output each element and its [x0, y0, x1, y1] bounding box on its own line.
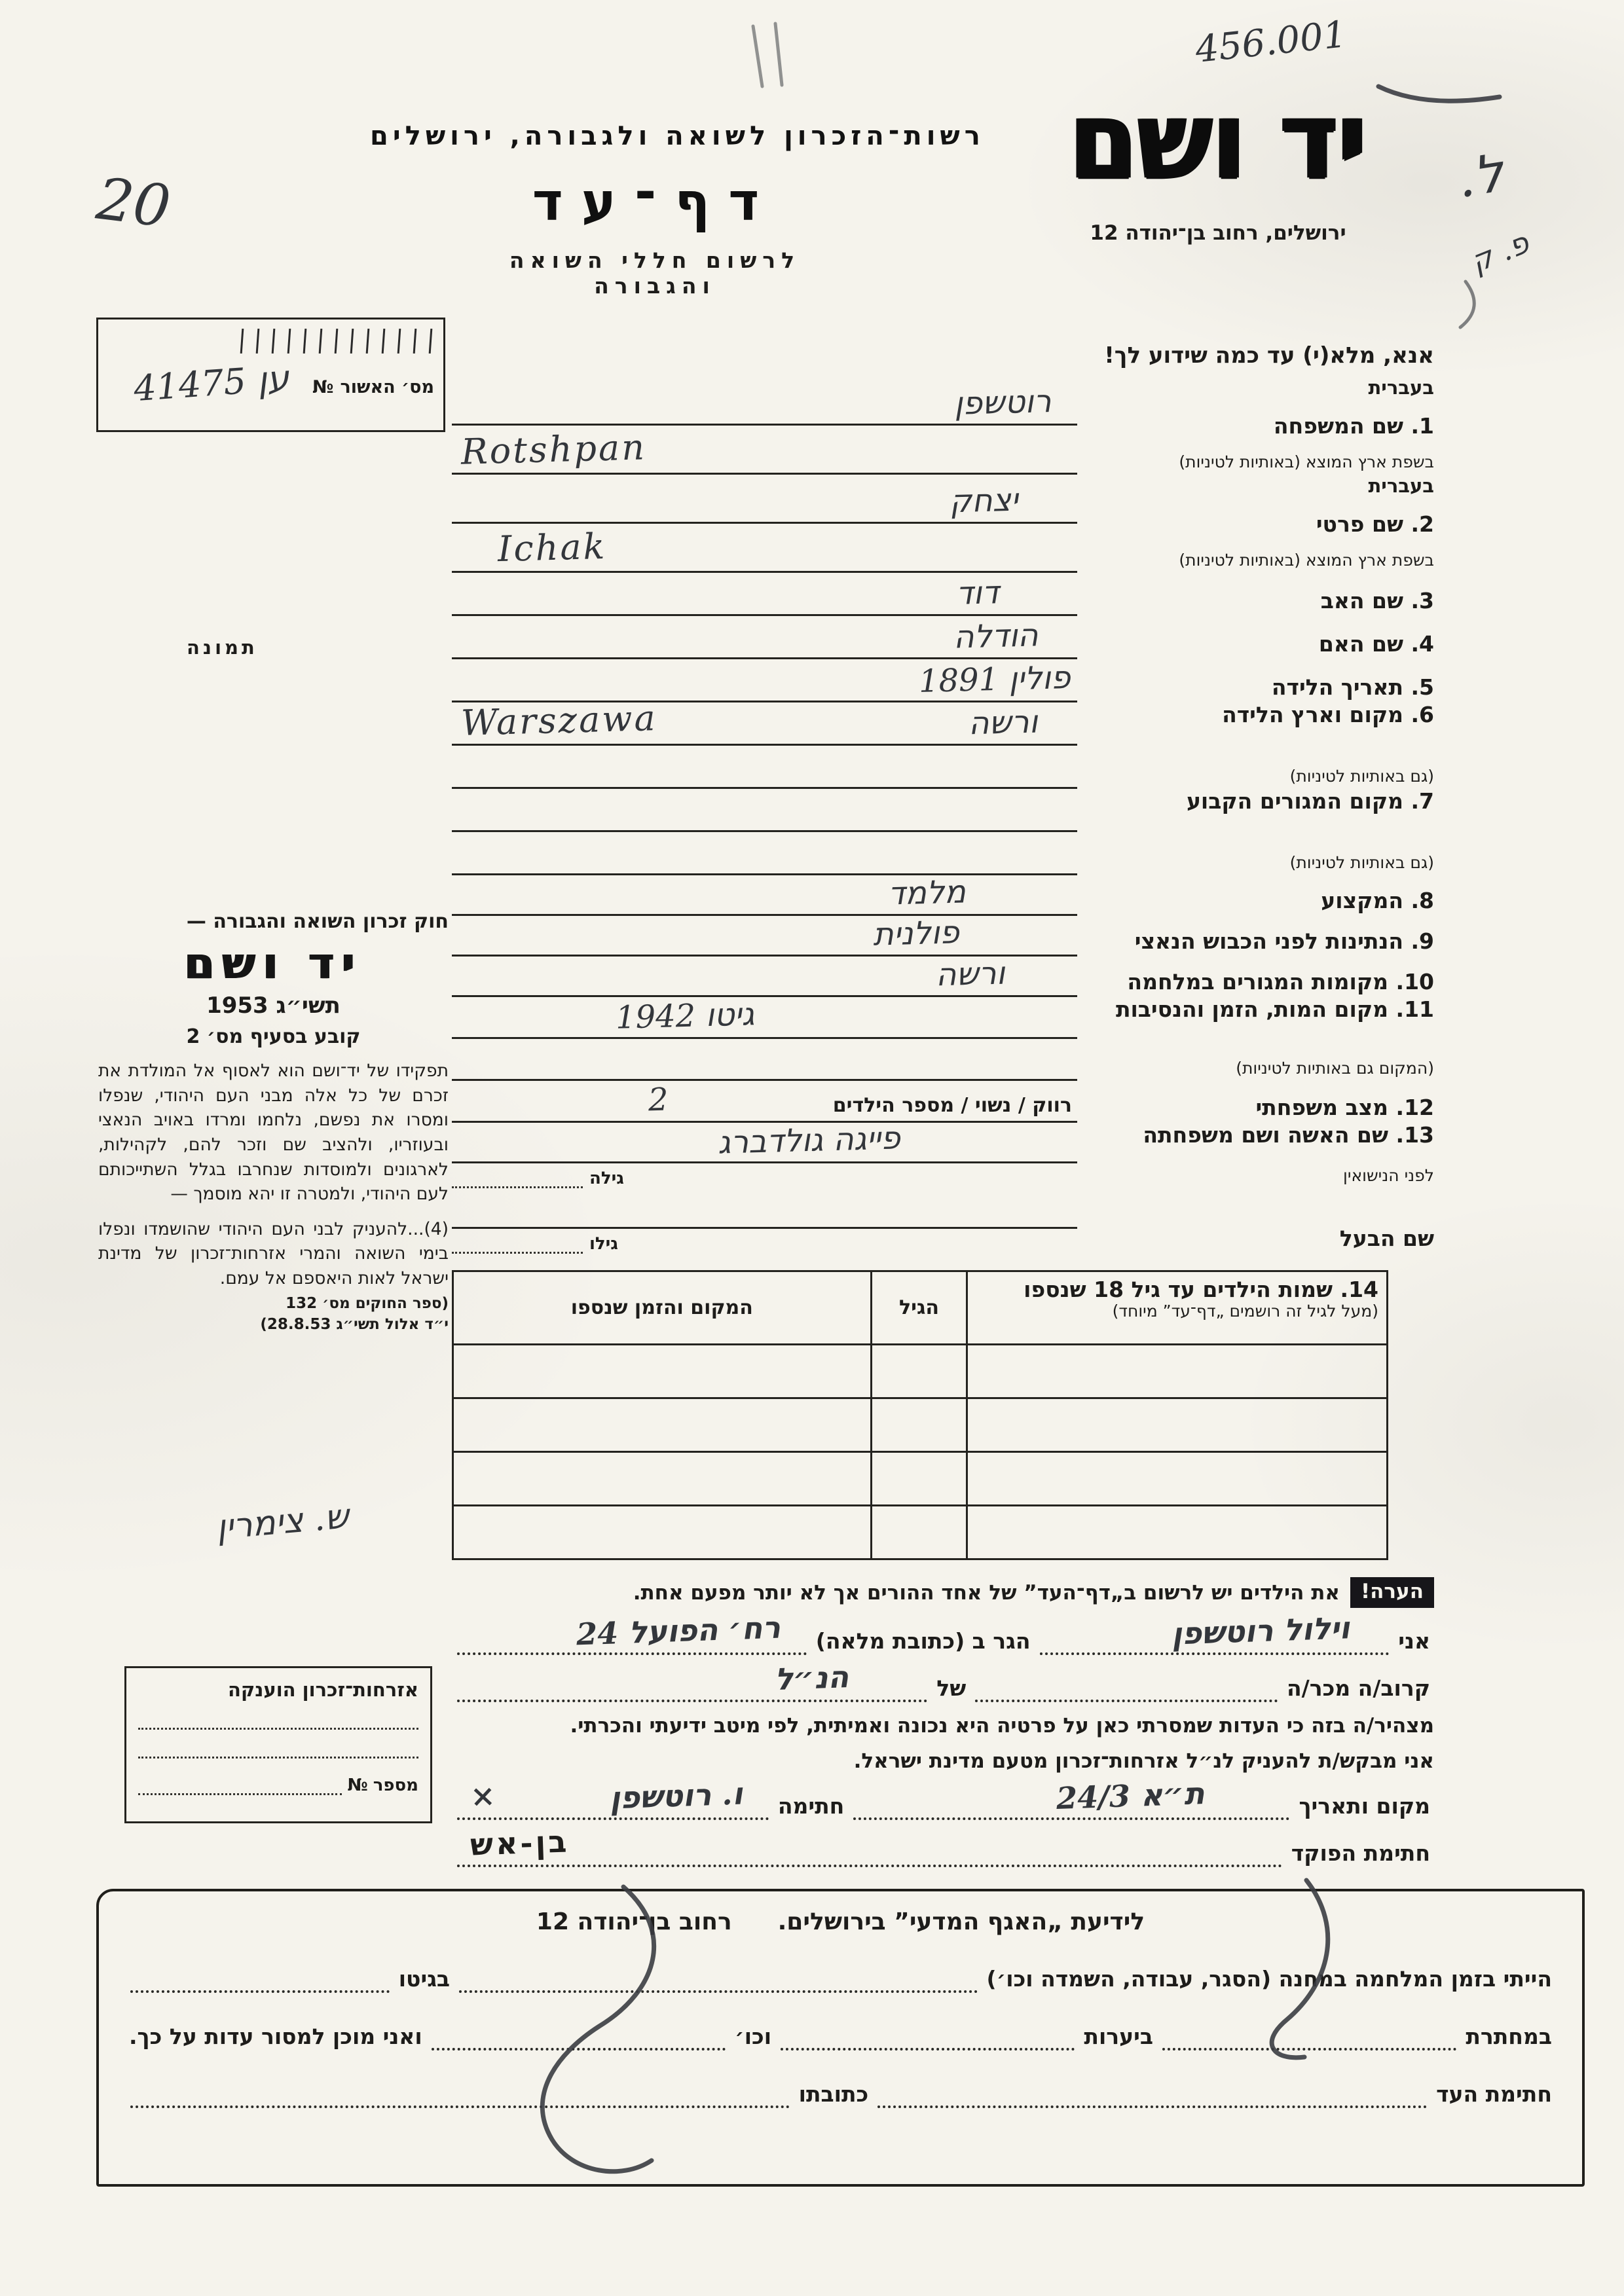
handwritten-value: דוד: [955, 574, 999, 612]
field-label: 10. מקומות המגורים במלחמה: [1127, 969, 1434, 995]
law-reference: (ספר החוקים מס׳ 132: [286, 1294, 449, 1312]
witness-signature-line: [877, 2078, 1427, 2108]
clerk-stamp: בן-אש: [470, 1823, 570, 1863]
field-label: 9. הנתינות לפני הכבוש הנאצי: [1134, 928, 1434, 955]
field-label: 6. מקום וארץ הלידה: [1222, 702, 1434, 727]
handwritten-value: 2: [648, 1081, 669, 1119]
law-reference: י״ד אלול תשי״ג 28.8.53): [260, 1315, 449, 1333]
law-year: תשי״ג 1953: [206, 993, 341, 1019]
field-birth-date: [452, 659, 1434, 702]
write-line: [452, 957, 1077, 997]
field-label-sub: בשפת ארץ המוצא (באותיות לטיניות): [1179, 452, 1434, 472]
write-line: [452, 659, 1077, 702]
handwritten-value: ורשה: [968, 703, 1039, 742]
fill-instruction: אנא, מלא(י) עד כמה שידוע לך!: [1104, 342, 1434, 369]
camp-line: [459, 1963, 977, 1993]
field-citizenship-before-occupation: [452, 916, 1434, 957]
yad-vashem-logo: יד ושם: [1069, 78, 1367, 204]
witness-i-label: אני: [1398, 1628, 1430, 1654]
field-label: שם הבעל: [1339, 1226, 1434, 1252]
info-box-address: רחוב בן־יהודה 12: [536, 1908, 732, 1935]
handwritten-value-latin: Rotshpan: [460, 426, 647, 473]
handwritten-signature: ו. רוטשפן: [608, 1776, 743, 1816]
declaration-statement: מצהיר/ה בזה כי העדות שמסרתי כאן על פרטיה היא נכונה ואמיתית, לפי מיטב ידיעתי והכרתי.: [570, 1714, 1434, 1738]
field-birth-place: [452, 697, 1434, 789]
witness-name-line: [1040, 1610, 1390, 1655]
handwritten-margin-mark: פ. ק: [1466, 224, 1534, 280]
write-line: [452, 1120, 1077, 1163]
field-permanent-residence: [452, 789, 1434, 875]
note-badge: הערה!: [1350, 1577, 1434, 1608]
field-label-sub: (המקום גם באותיות לטיניות): [1236, 1059, 1434, 1078]
field-label: 3. שם האב: [1320, 588, 1434, 614]
place-date-line: [853, 1776, 1289, 1820]
citizenship-number-label: מספר: [373, 1776, 418, 1795]
law-clause: קובע בסעיף מס׳ 2: [186, 1025, 361, 1048]
yad-vashem-law-logo: יד ושם: [184, 938, 363, 989]
form-title: דף־עד: [532, 172, 778, 232]
write-line: [452, 746, 1077, 789]
place-date-label: מקום ותאריך: [1299, 1793, 1430, 1819]
handwritten-value: מלמד: [887, 873, 967, 913]
field-label: 13. שם האשה ושם משפחתה: [1143, 1122, 1434, 1148]
etc-label: וכו׳: [735, 2024, 772, 2049]
note-text: את הילדים יש לרשום ב„דף־העד” של אחד ההורים אך לא יותר מפעם אחת.: [633, 1580, 1340, 1605]
underground-line: [1162, 2020, 1456, 2050]
handwritten-page-number: 20: [93, 164, 174, 241]
scientific-department-box: [96, 1889, 1585, 2187]
etc-line: [432, 2020, 726, 2050]
handwritten-value: רוטשפן: [953, 383, 1052, 422]
children-age-header: הגיל: [871, 1271, 967, 1345]
citizenship-request-statement: אני מבקש/ת להעניק לנ״ל אזרחות־זכרון מטעם מדינת ישראל.: [853, 1749, 1434, 1773]
field-label-sub: (גם באותיות לטיניות): [1289, 853, 1434, 873]
handwritten-witness-address: רח׳ הפועל 24: [576, 1609, 781, 1652]
children-table-row: [453, 1345, 1388, 1398]
field-marital-status: [452, 1081, 1434, 1123]
husband-age-label: גילו: [589, 1234, 618, 1254]
husband-age-line: [452, 1237, 583, 1254]
handwritten-value: פייגה גולדברג: [717, 1120, 901, 1161]
field-label-group: [1077, 475, 1434, 573]
field-label-sub: בשפת ארץ המוצא (באותיות לטיניות): [1179, 551, 1434, 570]
approval-number-box: [96, 318, 445, 432]
field-label: 5. תאריך הלידה: [1271, 674, 1434, 701]
relation-label: קרוב/ה מכר/ה: [1287, 1675, 1430, 1701]
field-label: 2. שם פרטי: [1316, 511, 1434, 537]
authority-stamp: רשות־הזכרון לשואה ולגבורה, ירושלים: [370, 121, 985, 151]
handwritten-value: פולין 1891: [918, 659, 1071, 701]
camp-label: הייתי בזמן המלחמה במחנה (הסגר, עבודה, השמדה וכו׳): [986, 1966, 1552, 1992]
forests-line: [781, 2020, 1075, 2050]
write-line: [452, 1188, 1077, 1229]
write-line: [452, 697, 1077, 746]
camp-ghetto-row: [125, 1963, 1556, 1993]
law-body-text: (4)...להעניק לבני העם היהודי שהושמדו ונפלו בימי השואה והמרי אזרחות־זכרון של מדינת ישראל לאות היאספם אל עמם.: [98, 1218, 449, 1288]
place-date-signature-row: [452, 1776, 1434, 1820]
children-field-label: 14. שמות הילדים עד גיל 18 שנספו: [1024, 1277, 1378, 1302]
relation-line: [975, 1672, 1278, 1702]
write-line: [452, 997, 1077, 1039]
write-line: [452, 1081, 1077, 1123]
field-label: 1. שם המשפחה: [1273, 412, 1434, 439]
witness-address-line: [457, 1609, 807, 1655]
write-line: [452, 916, 1077, 957]
witness-signature-row: [125, 2078, 1556, 2108]
form-subtitle: לרשום חללי השואה והגבורה: [509, 247, 801, 299]
testify-label: ואני מוכן למסור עדות על כך.: [129, 2024, 422, 2049]
wife-age-line: [452, 1171, 583, 1188]
write-line: [452, 426, 1077, 475]
relation-of-line: [457, 1659, 927, 1702]
handwritten-place-date: ת״א 24/3: [1056, 1776, 1206, 1816]
write-line: [452, 1039, 1077, 1081]
witness-identity-row: [452, 1609, 1434, 1655]
write-line: [452, 616, 1077, 659]
witness-address-bottom-line: [130, 2078, 790, 2108]
write-line: [452, 475, 1077, 524]
write-line: [452, 832, 1077, 875]
handwritten-value-latin: Ichak: [497, 525, 608, 570]
write-line: [452, 875, 1077, 916]
forests-label: ביערות: [1084, 2024, 1153, 2049]
children-table: [452, 1270, 1388, 1560]
field-label: 7. מקום המגורים הקבוע: [1186, 788, 1434, 814]
law-intro: חוק זכרון השואה והגבורה —: [186, 910, 449, 933]
ghetto-line: [130, 1963, 390, 1993]
handwritten-value: הודלה: [953, 617, 1039, 656]
info-box-title: לידיעת „האגף המדעי” בירושלים.: [777, 1908, 1145, 1935]
underground-row: [125, 2020, 1556, 2050]
underground-label: במחתרת: [1466, 2024, 1552, 2049]
field-father-name: [452, 573, 1434, 616]
field-wife-name: [452, 1120, 1434, 1188]
signature-line: [457, 1776, 769, 1820]
citizenship-number-row: [138, 1776, 418, 1795]
witness-address-label: הגר ב (כתובת מלאה): [815, 1628, 1031, 1654]
field-label: 11. מקום המות, הזמן והנסיבות: [1115, 996, 1434, 1022]
numero-sign: №: [347, 1776, 368, 1795]
children-field-label-sub: (מעל לגיל זה רושמים „דף־עד” מיוחד): [1112, 1301, 1378, 1321]
children-note: [452, 1577, 1434, 1608]
field-label: 4. שם האם: [1318, 631, 1434, 657]
children-table-header: [453, 1271, 1388, 1345]
citizenship-write-line: [138, 1701, 418, 1730]
children-table-row: [453, 1398, 1388, 1452]
clerk-signature: ש. צימרין: [214, 1497, 351, 1548]
law-excerpt-block: [98, 910, 449, 1333]
write-line: [452, 573, 1077, 616]
marital-options-label: רווק / נשוי / מספר הילדים: [832, 1094, 1072, 1117]
handwritten-x-mark: ×: [470, 1777, 496, 1814]
citizenship-number-line: [138, 1776, 342, 1795]
relation-of-label: של: [936, 1675, 967, 1701]
memorial-citizenship-box: [124, 1666, 432, 1823]
ghetto-label: בגיטו: [398, 1966, 451, 1992]
field-label-pre: בעברית: [1368, 475, 1434, 497]
clerk-signature-line: [457, 1823, 1282, 1867]
field-profession: [452, 875, 1434, 916]
field-label: 8. המקצוע: [1321, 888, 1434, 914]
form-fields: [452, 324, 1434, 1867]
citizenship-box-title: אזרחות־זכרון הוענקה: [227, 1679, 418, 1701]
handwritten-value: פולנית: [872, 914, 960, 953]
write-line: [452, 789, 1077, 832]
field-first-name: [452, 475, 1434, 573]
header-address: ירושלים, רחוב בן־יהודה 12: [1090, 221, 1346, 245]
photo-placeholder-label: תמונה: [187, 636, 258, 659]
approval-number-value: ען 41475: [132, 357, 290, 410]
handwritten-value: גיטו 1942: [615, 996, 755, 1036]
field-husband-name: [452, 1188, 1434, 1254]
handwritten-margin-mark: ל.: [1452, 142, 1508, 210]
law-body-text: תפקידו של יד־ושם הוא לאסוף אל המולדת את זכרם של כל אלה מבני העם היהודי, שנפלו ומסרו את נפשם, נלחמו ומרדו באויב הנאצי ובעוזריו, ולהציב שם וזכר להם, לקהילות, לארגונים ולמוסדות שנחרבו בגלל השתייכותם לעם היהודי, ולמטרה זו יהא מוסמך —: [98, 1061, 449, 1205]
children-table-row: [453, 1452, 1388, 1506]
field-label: 12. מצב משפחתי: [1255, 1095, 1434, 1121]
handwritten-file-number: 456.001: [1193, 13, 1349, 71]
approval-number-row: [98, 357, 443, 410]
field-place-of-death: [452, 997, 1434, 1081]
write-line: [452, 524, 1077, 573]
field-label-sub: לפני הנישואין: [1343, 1166, 1434, 1186]
field-label-pre: בעברית: [1368, 376, 1434, 399]
handwritten-relation: הנ״ל: [774, 1659, 850, 1697]
children-place-header: המקום והזמן שנספו: [453, 1271, 872, 1345]
handwritten-value-latin: Warszawa: [460, 697, 658, 744]
wife-age-label: גילה: [589, 1169, 624, 1188]
field-mother-name: [452, 616, 1434, 659]
numero-sign: №: [312, 377, 334, 397]
field-label-group: [1077, 376, 1434, 475]
signature-label: חתימה: [777, 1793, 845, 1819]
field-label-sub: (גם באותיות לטיניות): [1289, 767, 1434, 786]
field-family-name: [452, 376, 1434, 475]
field-wartime-residences: [452, 957, 1434, 997]
clerk-signature-row: [452, 1823, 1434, 1867]
citizenship-write-line: [138, 1730, 418, 1758]
write-line: [452, 376, 1077, 426]
children-table-row: [453, 1506, 1388, 1559]
handwritten-value: יצחק: [949, 481, 1019, 520]
witness-address-bottom-label: כתובתו: [798, 2081, 869, 2107]
handwritten-value: ורשה: [935, 955, 1006, 994]
relation-row: [452, 1659, 1434, 1702]
clerk-signature-label: חתימת הפוקד: [1291, 1840, 1430, 1866]
witness-signature-label: חתימת העד: [1436, 2081, 1552, 2107]
handwritten-witness-name: וילול רוטשפן: [1171, 1610, 1351, 1652]
tally-marks: [98, 319, 443, 357]
approval-number-label: מס׳ האשור: [340, 377, 434, 397]
